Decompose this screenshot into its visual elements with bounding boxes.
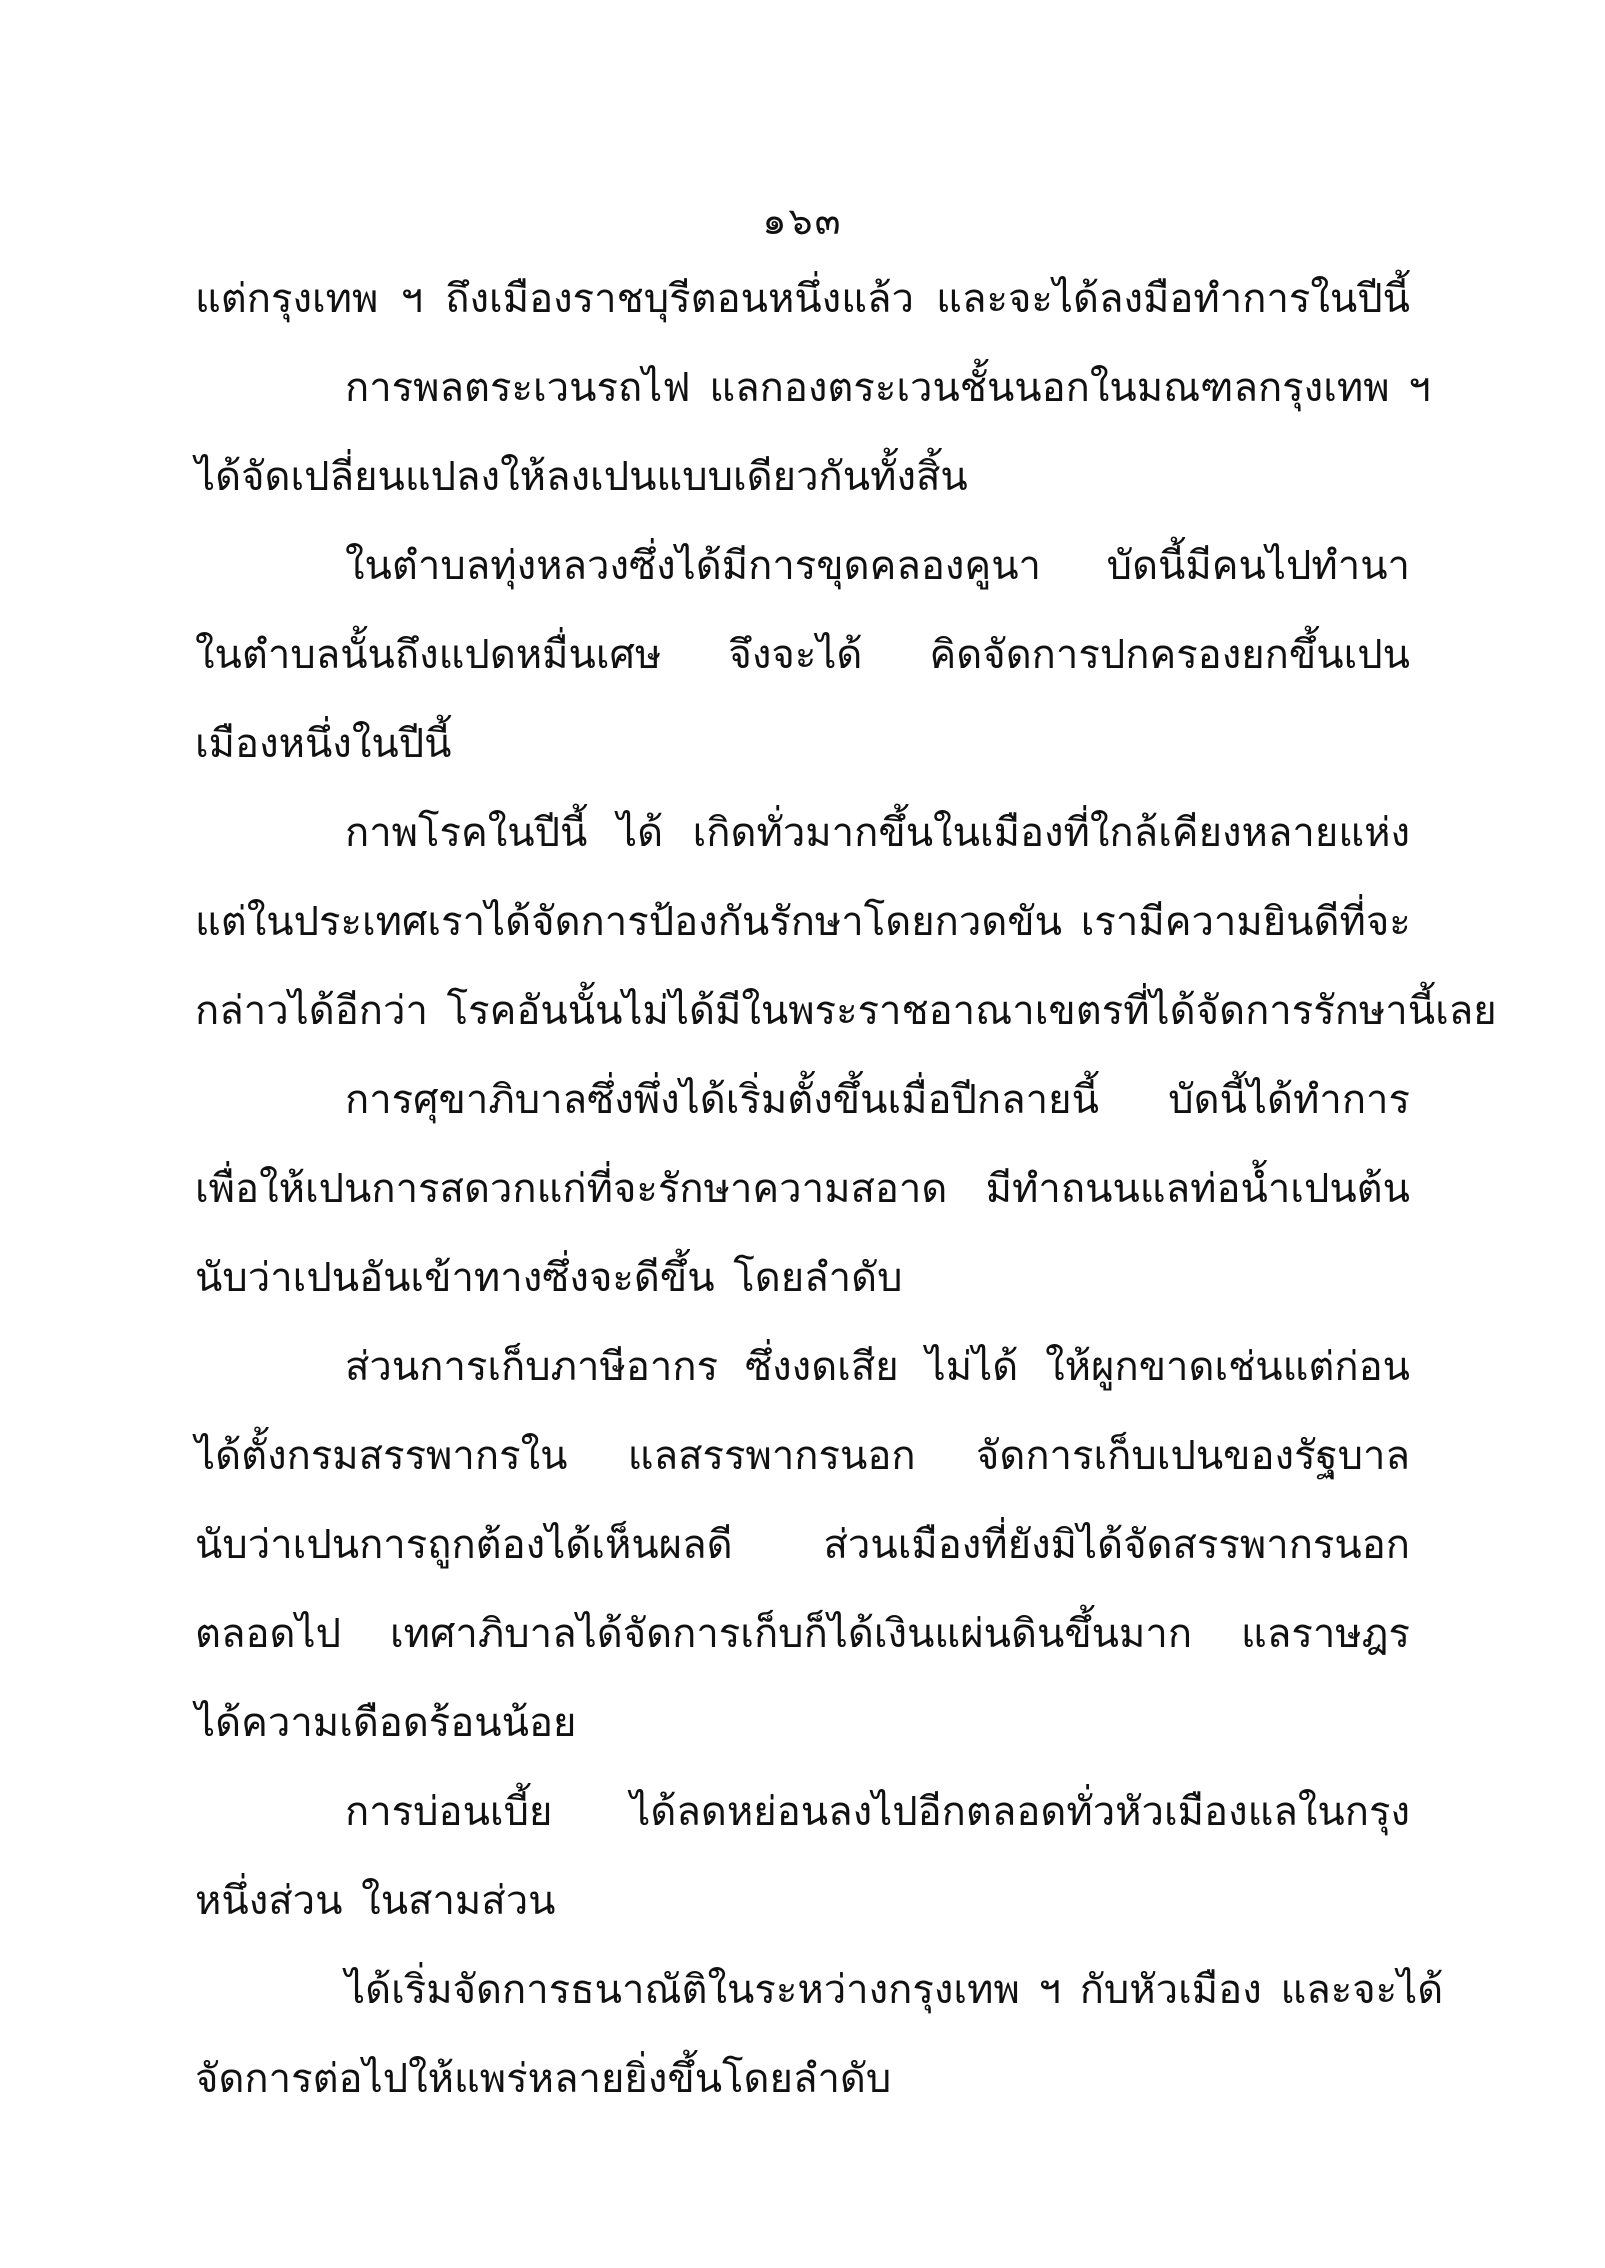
text-line: ได้ความเดือดร้อนน้อย — [195, 1700, 577, 1746]
text-line: แต่ในประเทศเราได้จัดการป้องกันรักษาโดยกวดขัน เรามีความยินดีที่จะ — [195, 899, 1411, 945]
text-line: ในตำบลทุ่งหลวงซึ่งได้มีการขุดคลองคูนา บัดนี้มีคนไปทำนา — [345, 543, 1410, 589]
text-line: แต่กรุงเทพ ฯ ถึงเมืองราชบุรีตอนหนึ่งแล้ว และจะได้ลงมือทำการในปีนี้ — [195, 276, 1410, 322]
text-line: กล่าวได้อีกว่า โรคอันนั้นไม่ได้มีในพระราชอาณาเขตรที่ได้จัดการรักษานี้เลย — [195, 988, 1497, 1034]
text-line: กาพโรคในปีนี้ ได้ เกิดทั่วมากขึ้นในเมืองที่ใกล้เคียงหลายแห่ง — [345, 810, 1410, 856]
text-line: การศุขาภิบาลซึ่งพึ่งได้เริ่มตั้งขึ้นเมื่อปีกลายนี้ บัดนี้ได้ทำการ — [345, 1077, 1410, 1123]
text-line: การพลตระเวนรถไฟ แลกองตระเวนชั้นนอกในมณฑลกรุงเทพ ฯ — [345, 365, 1431, 411]
text-line: จัดการต่อไปให้แพร่หลายยิ่งขึ้นโดยลำดับ — [195, 2056, 892, 2102]
text-line: นับว่าเปนการถูกต้องได้เห็นผลดี ส่วนเมืองที่ยังมิได้จัดสรรพากรนอก — [195, 1522, 1410, 1568]
body-text — [195, 255, 1497, 2124]
text-line: หนึ่งส่วน ในสามส่วน — [195, 1878, 556, 1924]
text-line: นับว่าเปนอันเข้าทางซึ่งจะดีขึ้น โดยลำดับ — [195, 1255, 903, 1301]
text-line: ได้จัดเปลี่ยนแปลงให้ลงเปนแบบเดียวกันทั้งสิ้น — [195, 454, 968, 500]
text-line: เมืองหนึ่งในปีนี้ — [195, 721, 452, 767]
text-line: ส่วนการเก็บภาษีอากร ซึ่งงดเสีย ไม่ได้ ให้ผูกขาดเช่นแต่ก่อน — [345, 1344, 1410, 1390]
text-line: ตลอดไป เทศาภิบาลได้จัดการเก็บก็ได้เงินแผ่นดินขึ้นมาก แลราษฎร — [195, 1611, 1410, 1657]
text-line: ได้เริ่มจัดการธนาณัติในระหว่างกรุงเทพ ฯ กับหัวเมือง และจะได้ — [345, 1967, 1444, 2013]
text-line: การบ่อนเบี้ย ได้ลดหย่อนลงไปอีกตลอดทั่วหัวเมืองแลในกรุง — [345, 1789, 1410, 1835]
page-number: ๑๖๓ — [762, 199, 843, 243]
text-line: เพื่อให้เปนการสดวกแก่ที่จะรักษาความสอาด มีทำถนนแลท่อน้ำเปนต้น — [195, 1166, 1410, 1212]
text-line: ในตำบลนั้นถึงแปดหมื่นเศษ จึงจะได้ คิดจัดการปกครองยกขึ้นเปน — [195, 632, 1410, 678]
text-line: ได้ตั้งกรมสรรพากรใน แลสรรพากรนอก จัดการเก็บเปนของรัฐบาล — [195, 1433, 1410, 1479]
